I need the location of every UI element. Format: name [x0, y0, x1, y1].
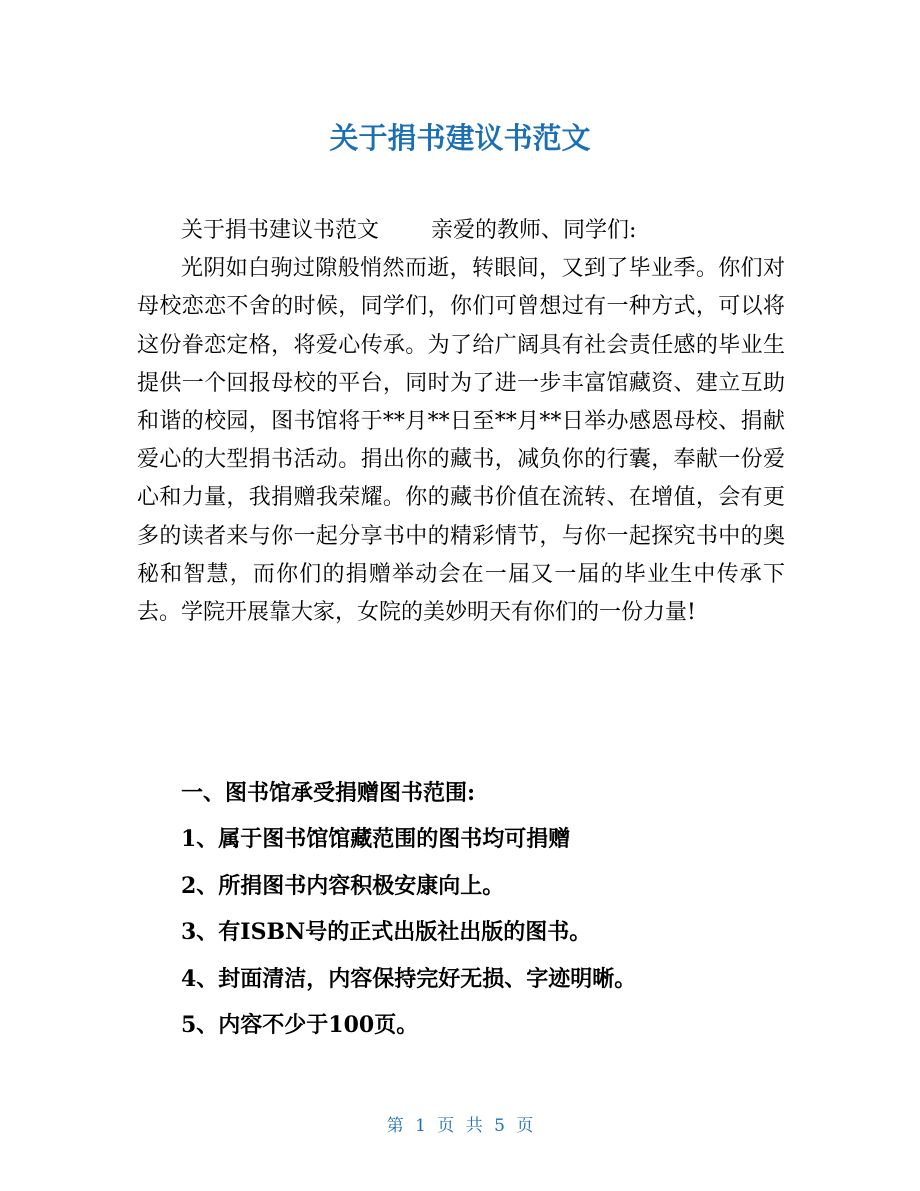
list-item: 4、封面清洁，内容保持完好无损、字迹明晰。: [181, 965, 637, 992]
list-item: 1、属于图书馆馆藏范围的图书均可捐赠: [181, 826, 571, 853]
donation-scope-list: [181, 778, 785, 1056]
list-item: 2、所捐图书内容积极安康向上。: [181, 872, 505, 899]
document-title: 关于捐书建议书范文: [329, 121, 591, 155]
list-item: 3、有ISBN号的正式出版社出版的图书。: [181, 919, 592, 946]
page-number-footer: 第 1 页 共 5 页: [386, 1116, 534, 1136]
salutation-line: [137, 212, 785, 250]
document-body: [137, 212, 785, 632]
main-paragraph: 光阴如白驹过隙般悄然而逝，转眼间，又到了毕业季。你们对母校恋恋不舍的时候，同学们，你们可曾想过有一种方式，可以将这份眷恋定格，将爱心传承。为了给广阔具有社会责任感的毕业生提供一个回报母校的平台，同时为了进一步丰富馆藏资、建立互助和谐的校园，图书馆将于**月**日至**月**日举办感恩母校、捐献爱心的大型捐书活动。捐出你的藏书，减负你的行囊，奉献一份爱心和力量，我捐赠我荣耀。你的藏书价值在流转、在增值，会有更多的读者来与你一起分享书中的精彩情节，与你一起探究书中的奥秘和智慧，而你们的捐赠举动会在一届又一届的毕业生中传承下去。学院开展靠大家，女院的美妙明天有你们的一份力量!: [137, 256, 785, 626]
list-item: 5、内容不少于100页。: [181, 1011, 419, 1038]
intro-title: 关于捐书建议书范文: [181, 218, 380, 243]
list-heading: 一、图书馆承受捐赠图书范围:: [181, 780, 476, 806]
salutation: 亲爱的教师、同学们:: [431, 218, 637, 243]
